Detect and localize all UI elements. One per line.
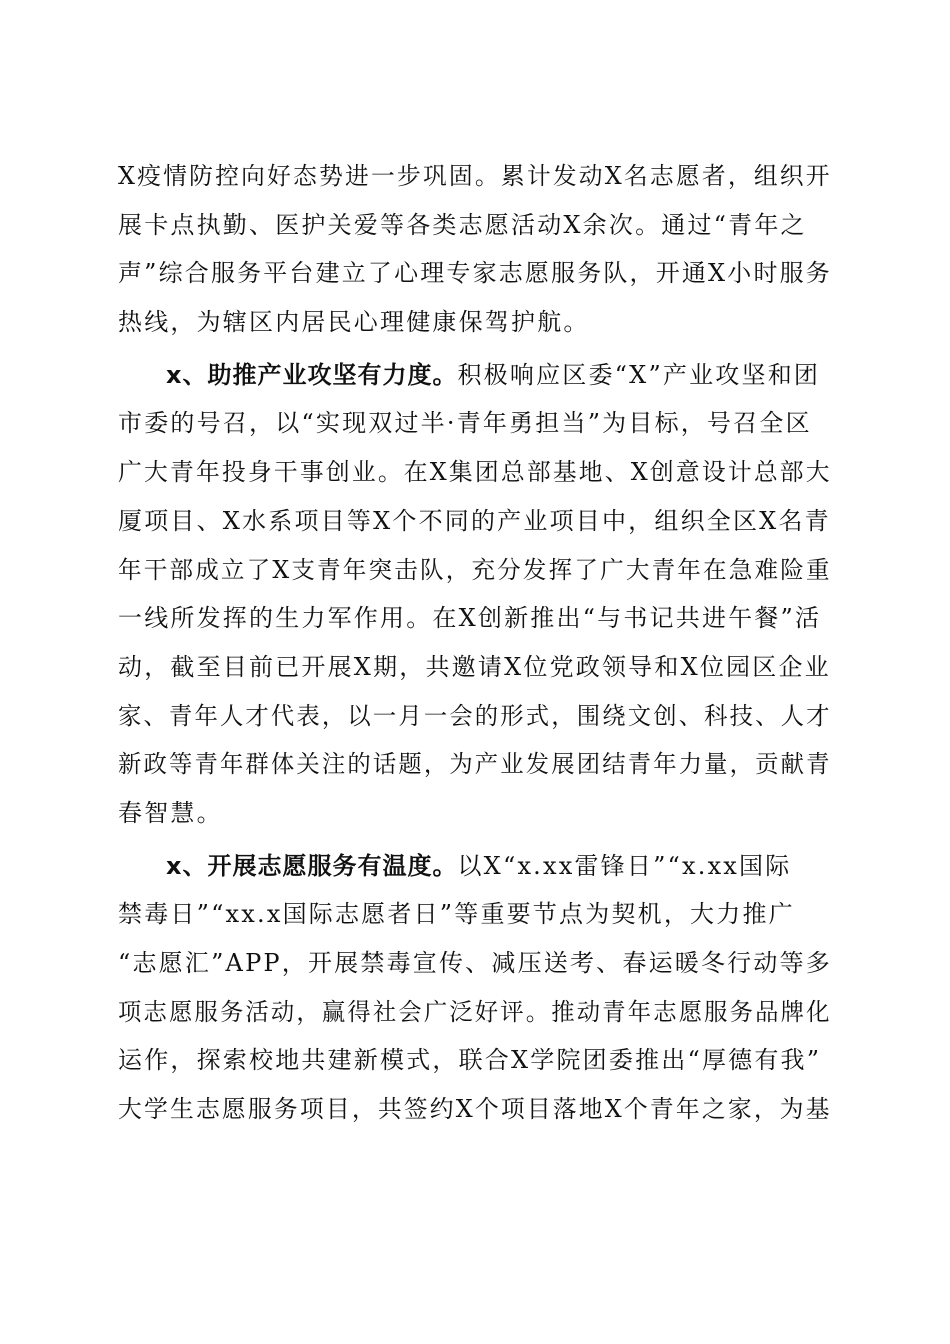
text-line: 运作，探索校地共建新模式，联合X学院团委推出“厚德有我”: [118, 1046, 822, 1075]
section-heading-industry: x、助推产业攻坚有力度。: [166, 360, 458, 389]
text-line: 一线所发挥的生力军作用。在X创新推出“与书记共进午餐”活: [118, 604, 822, 633]
text-line: 年干部成立了X支青年突击队，充分发挥了广大青年在急难险重: [118, 555, 832, 584]
paragraph-volunteer: [118, 842, 832, 1134]
text-line: 广大青年投身干事创业。在X集团总部基地、X创意设计总部大: [118, 458, 832, 487]
document-body: [118, 152, 832, 1134]
text-fragment: 以X“x.xx雷锋日”“x.xx国际: [457, 851, 792, 880]
paragraph-epidemic: [118, 152, 832, 347]
text-line: 家、青年人才代表，以一月一会的形式，围绕文创、科技、人才: [118, 701, 832, 730]
text-line: 声”综合服务平台建立了心理专家志愿服务队，开通X小时服务: [118, 259, 832, 288]
text-line: 市委的号召，以“实现双过半·青年勇担当”为目标，号召全区: [118, 409, 812, 438]
text-line: [118, 351, 832, 400]
paragraph-industry: [118, 351, 832, 838]
text-line: 项志愿服务活动，赢得社会广泛好评。推动青年志愿服务品牌化: [118, 997, 832, 1026]
text-line: 大学生志愿服务项目，共签约X个项目落地X个青年之家，为基: [118, 1095, 832, 1124]
text-line: [118, 842, 832, 891]
text-line: 厦项目、X水系项目等X个不同的产业项目中，组织全区X名青: [118, 506, 831, 535]
section-heading-volunteer: x、开展志愿服务有温度。: [166, 851, 458, 880]
text-line: 春智慧。: [118, 798, 223, 827]
text-line: 热线，为辖区内居民心理健康保驾护航。: [118, 308, 590, 337]
text-line: 新政等青年群体关注的话题，为产业发展团结青年力量，贡献青: [118, 750, 832, 779]
text-fragment: 积极响应区委“X”产业攻坚和团: [457, 360, 821, 389]
text-line: “志愿汇”APP，开展禁毒宣传、减压送考、春运暖冬行动等多: [118, 949, 832, 977]
text-line: 禁毒日”“xx.x国际志愿者日”等重要节点为契机，大力推广: [118, 900, 795, 929]
text-line: 展卡点执勤、医护关爱等各类志愿活动X余次。通过“青年之: [118, 210, 807, 239]
text-line: 动，截至目前已开展X期，共邀请X位党政领导和X位园区企业: [118, 652, 831, 681]
text-line: X疫情防控向好态势进一步巩固。累计发动X名志愿者，组织开: [118, 162, 832, 190]
